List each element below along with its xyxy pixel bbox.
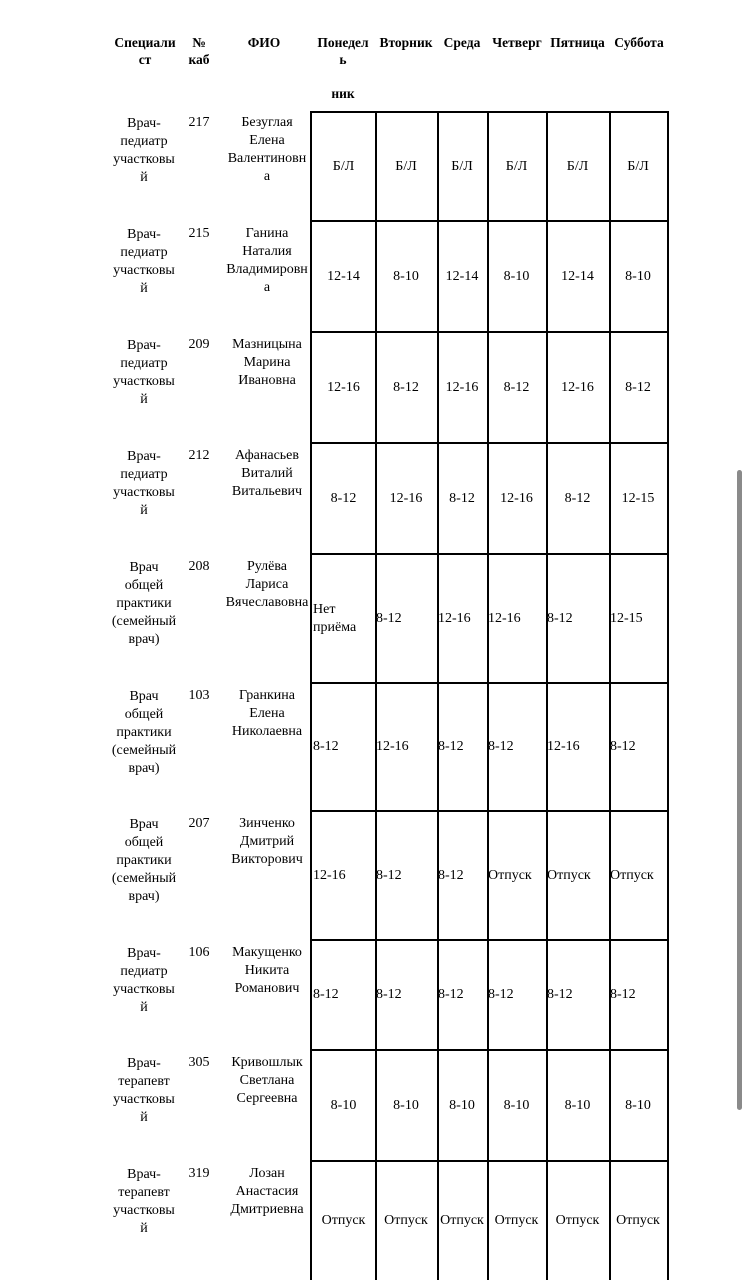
schedule-cell-wednesday: Отпуск	[437, 1162, 489, 1280]
room-cell: 106	[188, 945, 210, 960]
schedule-cell-thursday: 8-12	[487, 333, 548, 444]
header-thursday: Четверг	[492, 35, 542, 50]
table-row	[0, 555, 749, 684]
room-cell: 207	[188, 816, 210, 831]
scrollbar[interactable]	[737, 470, 742, 1110]
schedule-cell-tuesday: 8-12	[375, 333, 439, 444]
name-cell: Рулёва Лариса Вячеславовна	[225, 559, 309, 610]
room-cell: 305	[188, 1055, 210, 1070]
schedule-cell-saturday: 8-12	[609, 333, 669, 444]
schedule-cell-wednesday: 8-12	[437, 941, 489, 1051]
schedule-cell-wednesday: 12-16	[437, 555, 489, 684]
schedule-cell-wednesday: 8-10	[437, 1051, 489, 1162]
room-cell: 212	[188, 448, 210, 463]
schedule-cell-tuesday: 8-12	[375, 555, 439, 684]
table-row	[0, 111, 749, 222]
schedule-cell-monday: 12-14	[310, 222, 377, 333]
schedule-cell-tuesday: Отпуск	[375, 1162, 439, 1280]
room-cell: 217	[188, 115, 210, 130]
schedule-cell-saturday: 8-12	[609, 684, 669, 812]
specialist-cell: Врач- терапевт участковы й	[113, 1167, 175, 1236]
table-row	[0, 444, 749, 555]
table-row	[0, 684, 749, 812]
schedule-cell-friday: Отпуск	[546, 1162, 611, 1280]
schedule-cell-monday: 12-16	[310, 333, 377, 444]
schedule-cell-monday: 12-16	[310, 812, 377, 941]
schedule-cell-tuesday: 8-10	[375, 222, 439, 333]
table-row	[0, 812, 749, 941]
schedule-cell-friday: Б/Л	[546, 111, 611, 222]
name-cell: Мазницына Марина Ивановна	[232, 337, 302, 388]
schedule-cell-saturday: 8-10	[609, 222, 669, 333]
schedule-cell-wednesday: 12-14	[437, 222, 489, 333]
schedule-cell-wednesday: 8-12	[437, 684, 489, 812]
schedule-cell-friday: 8-10	[546, 1051, 611, 1162]
schedule-cell-monday: 8-12	[310, 684, 377, 812]
specialist-cell: Врач общей практики (семейный врач)	[111, 560, 177, 647]
schedule-cell-monday: Нет приёма	[310, 555, 377, 684]
specialist-cell: Врач- педиатр участковы й	[113, 338, 175, 407]
schedule-cell-monday: 8-12	[310, 941, 377, 1051]
schedule-cell-friday: Отпуск	[546, 812, 611, 941]
header-wednesday: Среда	[443, 35, 481, 50]
name-cell: Макущенко Никита Романович	[232, 945, 302, 996]
schedule-cell-tuesday: Б/Л	[375, 111, 439, 222]
schedule-cell-saturday: Отпуск	[609, 812, 669, 941]
schedule-cell-thursday: 12-16	[487, 555, 548, 684]
room-cell: 208	[188, 559, 210, 574]
header-name: ФИО	[247, 35, 281, 50]
schedule-cell-saturday: Отпуск	[609, 1162, 669, 1280]
schedule-cell-saturday: 8-10	[609, 1051, 669, 1162]
room-cell: 319	[188, 1166, 210, 1181]
schedule-cell-friday: 8-12	[546, 555, 611, 684]
schedule-cell-monday: 8-12	[310, 444, 377, 555]
specialist-cell: Врач общей практики (семейный врач)	[111, 689, 177, 776]
header-room: № каб	[188, 35, 210, 67]
schedule-cell-saturday: 12-15	[609, 555, 669, 684]
table-row	[0, 333, 749, 444]
schedule-cell-saturday: 12-15	[609, 444, 669, 555]
table-row	[0, 222, 749, 333]
schedule-cell-tuesday: 8-10	[375, 1051, 439, 1162]
specialist-cell: Врач- педиатр участковы й	[113, 946, 175, 1015]
schedule-cell-wednesday: 8-12	[437, 444, 489, 555]
room-cell: 209	[188, 337, 210, 352]
header-tuesday: Вторник	[379, 35, 433, 50]
name-cell: Безуглая Елена Валентиновн а	[227, 115, 307, 184]
schedule-cell-friday: 8-12	[546, 941, 611, 1051]
header-saturday: Суббота	[614, 35, 664, 50]
specialist-cell: Врач- педиатр участковы й	[113, 116, 175, 185]
schedule-cell-tuesday: 12-16	[375, 444, 439, 555]
header-monday: Понедел ь ник	[317, 35, 369, 101]
schedule-cell-wednesday: Б/Л	[437, 111, 489, 222]
schedule-cell-thursday: Б/Л	[487, 111, 548, 222]
table-header	[0, 34, 749, 114]
specialist-cell: Врач- педиатр участковы й	[113, 449, 175, 518]
name-cell: Афанасьев Виталий Витальевич	[231, 448, 303, 499]
name-cell: Лозан Анастасия Дмитриевна	[230, 1166, 304, 1217]
header-specialist: Специали ст	[114, 35, 176, 67]
table-row	[0, 941, 749, 1051]
schedule-cell-monday: Б/Л	[310, 111, 377, 222]
specialist-cell: Врач- педиатр участковы й	[113, 227, 175, 296]
schedule-cell-thursday: 8-10	[487, 222, 548, 333]
name-cell: Ганина Наталия Владимировн а	[226, 226, 308, 295]
room-cell: 215	[188, 226, 210, 241]
schedule-cell-thursday: 12-16	[487, 444, 548, 555]
schedule-cell-thursday: Отпуск	[487, 1162, 548, 1280]
schedule-cell-tuesday: 12-16	[375, 684, 439, 812]
name-cell: Зинченко Дмитрий Викторович	[231, 816, 303, 867]
name-cell: Кривошлык Светлана Сергеевна	[231, 1055, 303, 1106]
schedule-cell-monday: Отпуск	[310, 1162, 377, 1280]
name-cell: Гранкина Елена Николаевна	[231, 688, 303, 739]
table-row	[0, 1162, 749, 1280]
schedule-cell-friday: 12-16	[546, 684, 611, 812]
schedule-cell-friday: 12-16	[546, 333, 611, 444]
schedule-cell-thursday: 8-12	[487, 684, 548, 812]
schedule-cell-wednesday: 12-16	[437, 333, 489, 444]
schedule-cell-saturday: 8-12	[609, 941, 669, 1051]
schedule-cell-wednesday: 8-12	[437, 812, 489, 941]
schedule-cell-friday: 12-14	[546, 222, 611, 333]
schedule-cell-monday: 8-10	[310, 1051, 377, 1162]
schedule-cell-saturday: Б/Л	[609, 111, 669, 222]
schedule-cell-friday: 8-12	[546, 444, 611, 555]
schedule-cell-thursday: Отпуск	[487, 812, 548, 941]
table-row	[0, 1051, 749, 1162]
specialist-cell: Врач- терапевт участковы й	[113, 1056, 175, 1125]
room-cell: 103	[188, 688, 210, 703]
header-friday: Пятница	[550, 35, 605, 50]
schedule-cell-tuesday: 8-12	[375, 812, 439, 941]
specialist-cell: Врач общей практики (семейный врач)	[111, 817, 177, 904]
schedule-cell-thursday: 8-10	[487, 1051, 548, 1162]
schedule-cell-thursday: 8-12	[487, 941, 548, 1051]
schedule-cell-tuesday: 8-12	[375, 941, 439, 1051]
